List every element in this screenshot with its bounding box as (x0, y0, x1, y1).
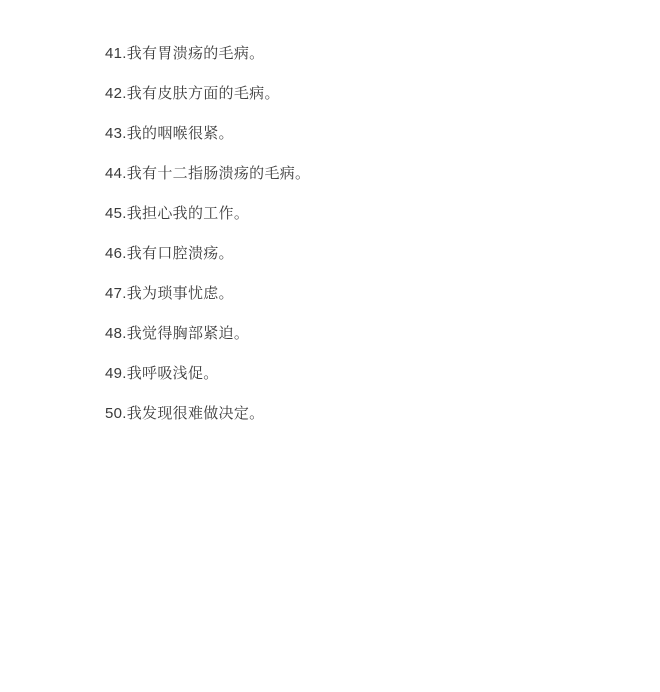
questionnaire-item-45: 45.我担心我的工作。 (105, 205, 250, 222)
questionnaire-item-47: 47.我为琐事忧虑。 (105, 285, 234, 302)
questionnaire-item-44: 44.我有十二指肠溃疡的毛病。 (105, 165, 311, 182)
questionnaire-item-43: 43.我的咽喉很紧。 (105, 125, 234, 142)
questionnaire-item-46: 46.我有口腔溃疡。 (105, 245, 234, 262)
questionnaire-item-42: 42.我有皮肤方面的毛病。 (105, 85, 280, 102)
questionnaire-item-48: 48.我觉得胸部紧迫。 (105, 325, 250, 342)
questionnaire-item-41: 41.我有胃溃疡的毛病。 (105, 45, 265, 62)
questionnaire-item-49: 49.我呼吸浅促。 (105, 365, 219, 382)
questionnaire-item-list (105, 44, 620, 444)
questionnaire-item-50: 50.我发现很难做决定。 (105, 405, 265, 422)
